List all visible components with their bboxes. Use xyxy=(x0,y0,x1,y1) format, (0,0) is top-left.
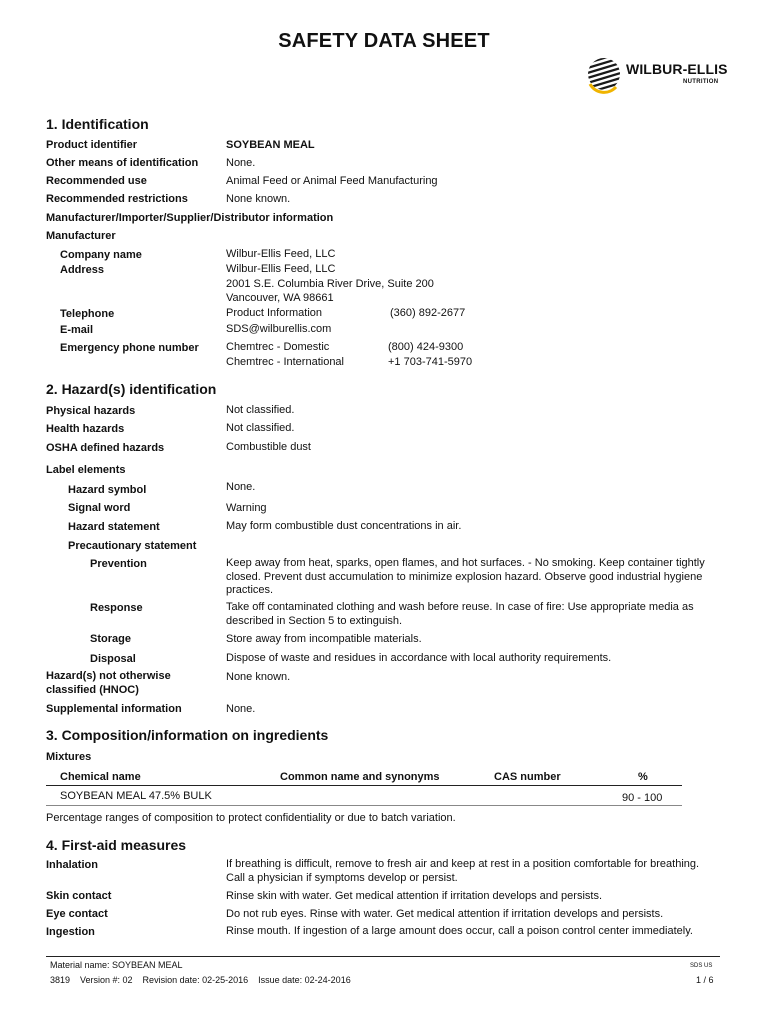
signal-word-value: Warning xyxy=(226,502,267,514)
physical-hazards-label: Physical hazards xyxy=(46,405,136,417)
company-name-label: Company name xyxy=(60,249,142,261)
supplemental-info-label: Supplemental information xyxy=(46,703,182,715)
telephone-desc: Product Information xyxy=(226,307,322,319)
address-line-2: 2001 S.E. Columbia River Drive, Suite 200 xyxy=(226,278,434,290)
col-cas-number: CAS number xyxy=(494,771,561,783)
email-label: E-mail xyxy=(60,324,94,336)
health-hazards-label: Health hazards xyxy=(46,423,125,435)
hazard-statement-label: Hazard statement xyxy=(68,521,160,533)
skin-contact-label: Skin contact xyxy=(46,890,112,902)
inhalation-value: If breathing is difficult, remove to fresh air and keep at rest in a position comfortable for breathing. Call a physician if symptoms develop or persist. xyxy=(226,858,700,884)
logo-name: WILBUR-ELLIS xyxy=(626,61,728,77)
email-value: SDS@wilburellis.com xyxy=(226,323,332,335)
emergency-phone-label: Emergency phone number xyxy=(60,342,199,354)
ingestion-label: Ingestion xyxy=(46,926,95,938)
inhalation-label: Inhalation xyxy=(46,859,98,871)
col-percent: % xyxy=(638,771,648,783)
address-line-3: Vancouver, WA 98661 xyxy=(226,292,334,304)
emergency-domestic-desc: Chemtrec - Domestic xyxy=(226,341,330,353)
recommended-use-value: Animal Feed or Animal Feed Manufacturing xyxy=(226,175,438,187)
composition-note: Percentage ranges of composition to protect confidentiality or due to batch variation. xyxy=(46,812,456,824)
recommended-use-label: Recommended use xyxy=(46,175,147,187)
hazard-statement-value: May form combustible dust concentrations in air. xyxy=(226,520,462,532)
eye-contact-label: Eye contact xyxy=(46,908,108,920)
table-row-rule xyxy=(46,805,682,806)
address-line-1: Wilbur-Ellis Feed, LLC xyxy=(226,263,336,275)
footer-sds-code: SDS US xyxy=(690,963,713,969)
other-means-value: None. xyxy=(226,157,256,169)
supplemental-info-value: None. xyxy=(226,703,256,715)
recommended-restrictions-value: None known. xyxy=(226,193,291,205)
prevention-label: Prevention xyxy=(90,558,147,570)
footer-material-name: Material name: SOYBEAN MEAL xyxy=(50,960,183,970)
eye-contact-value: Do not rub eyes. Rinse with water. Get medical attention if irritation develops and persists. xyxy=(226,908,664,920)
mixtures-heading: Mixtures xyxy=(46,751,92,763)
col-chemical-name: Chemical name xyxy=(60,771,141,783)
address-label: Address xyxy=(60,264,105,276)
disposal-label: Disposal xyxy=(90,653,136,665)
section-3-heading: 3. Composition/information on ingredients xyxy=(46,727,329,743)
section-2-heading: 2. Hazard(s) identification xyxy=(46,381,217,397)
footer-document-info: 3819 Version #: 02 Revision date: 02-25-2016 Issue date: 02-24-2016 xyxy=(50,975,351,985)
manufacturer-heading: Manufacturer xyxy=(46,230,116,242)
section-1-heading: 1. Identification xyxy=(46,116,149,132)
response-label: Response xyxy=(90,602,143,614)
hazard-symbol-value: None. xyxy=(226,481,256,493)
table-row-chemical-name: SOYBEAN MEAL 47.5% BULK xyxy=(60,790,212,802)
footer-page-number: 1 / 6 xyxy=(696,975,714,985)
col-common-name: Common name and synonyms xyxy=(280,771,440,783)
ingestion-value: Rinse mouth. If ingestion of a large amount does occur, call a poison control center immediately. xyxy=(226,925,693,937)
sphere-lines-logo-icon xyxy=(584,54,624,94)
health-hazards-value: Not classified. xyxy=(226,422,295,434)
hnoc-value: None known. xyxy=(226,671,291,683)
signal-word-label: Signal word xyxy=(68,502,131,514)
other-means-label: Other means of identification xyxy=(46,157,199,169)
product-identifier-value: SOYBEAN MEAL xyxy=(226,139,315,151)
storage-value: Store away from incompatible materials. xyxy=(226,633,422,645)
osha-hazards-value: Combustible dust xyxy=(226,441,311,453)
hazard-symbol-label: Hazard symbol xyxy=(68,484,147,496)
footer-rule xyxy=(46,956,720,957)
recommended-restrictions-label: Recommended restrictions xyxy=(46,193,188,205)
emergency-domestic-number: (800) 424-9300 xyxy=(388,341,464,353)
osha-hazards-label: OSHA defined hazards xyxy=(46,442,165,454)
label-elements-heading: Label elements xyxy=(46,464,126,476)
hnoc-label: Hazard(s) not otherwise classified (HNOC) xyxy=(46,670,171,696)
prevention-value: Keep away from heat, sparks, open flames, and hot surfaces. - No smoking. Keep container tightly closed. Prevent dust accumulation to minimize explosion hazard. Observe good industrial hygiene practices. xyxy=(226,557,705,596)
table-header-rule xyxy=(46,785,682,786)
telephone-label: Telephone xyxy=(60,308,115,320)
manufacturer-info-heading: Manufacturer/Importer/Supplier/Distributor information xyxy=(46,212,334,224)
table-row-percent: 90 - 100 xyxy=(622,792,663,804)
product-identifier-label: Product identifier xyxy=(46,139,138,151)
disposal-value: Dispose of waste and residues in accordance with local authority requirements. xyxy=(226,652,612,664)
telephone-number: (360) 892-2677 xyxy=(390,307,466,319)
physical-hazards-value: Not classified. xyxy=(226,404,295,416)
company-logo xyxy=(582,52,732,98)
document-title: SAFETY DATA SHEET xyxy=(278,30,490,52)
logo-subtitle: NUTRITION xyxy=(683,79,719,85)
emergency-international-desc: Chemtrec - International xyxy=(226,356,344,368)
company-name-value: Wilbur-Ellis Feed, LLC xyxy=(226,248,336,260)
skin-contact-value: Rinse skin with water. Get medical attention if irritation develops and persists. xyxy=(226,890,603,902)
precautionary-statement-heading: Precautionary statement xyxy=(68,540,197,552)
storage-label: Storage xyxy=(90,633,131,645)
emergency-international-number: +1 703-741-5970 xyxy=(388,356,473,368)
section-4-heading: 4. First-aid measures xyxy=(46,837,187,853)
response-value: Take off contaminated clothing and wash before reuse. In case of fire: Use appropriate media as described in Section 5 to extinguish. xyxy=(226,601,694,627)
